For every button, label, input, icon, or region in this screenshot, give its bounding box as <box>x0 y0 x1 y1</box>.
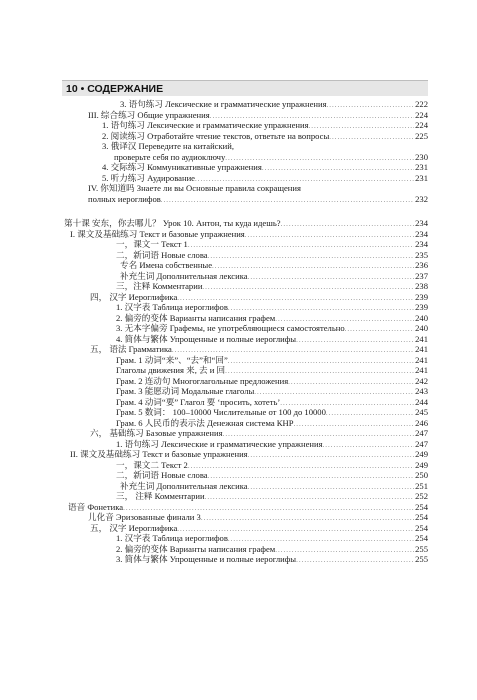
toc-entry <box>64 544 428 555</box>
toc-dot-leader <box>161 195 414 206</box>
toc-page-number: 235 <box>415 249 428 260</box>
toc-page-number: 243 <box>415 386 428 396</box>
toc-entry <box>64 152 428 163</box>
toc-entry-title: 4. 交际练习 Коммуникативные упражнения <box>102 162 262 172</box>
toc-entry <box>64 512 428 523</box>
page-header: 10 • СОДЕРЖАНИЕ <box>62 80 428 96</box>
toc-dot-leader <box>296 555 414 566</box>
table-of-contents <box>64 99 428 565</box>
toc-page-number: 241 <box>415 344 428 354</box>
toc-entry <box>64 407 428 418</box>
toc-entry-title: 一，课文一 Текст 1 <box>116 239 188 249</box>
toc-entry-title: 三， 注释 Комментарии <box>116 491 205 501</box>
toc-entry-title: полных иероглифов <box>88 193 161 204</box>
toc-entry <box>64 428 428 439</box>
toc-page-number: 254 <box>415 533 428 543</box>
toc-page-number: 234 <box>415 239 428 249</box>
toc-page-number: 255 <box>415 543 428 554</box>
toc-page-number: 232 <box>415 193 428 204</box>
toc-entry-title: 1. 语句练习 Лексические и грамматические упражнения <box>116 438 323 449</box>
toc-entry-title: 1. 汉字表 Таблица иероглифов <box>116 302 228 312</box>
toc-entry-title: 三，注释 Комментарии <box>116 281 203 291</box>
toc-entry <box>64 502 428 513</box>
toc-page-number: 236 <box>415 260 428 270</box>
toc-page-number: 241 <box>415 354 428 365</box>
toc-entry <box>64 491 428 502</box>
toc-entry <box>64 554 428 565</box>
toc-entry-title: 4. 简体与繁体 Упрощенные и полные иероглифы <box>116 333 297 344</box>
toc-page-number: 224 <box>415 109 428 120</box>
toc-page-number: 239 <box>415 291 428 302</box>
toc-entry <box>64 481 428 492</box>
toc-entry <box>64 365 428 376</box>
toc-entry-title: Грам. 1 动词“来”、“去”和“回” <box>116 354 228 365</box>
toc-entry-title: III. 综合练习 Общие упражнения <box>88 109 210 120</box>
toc-entry <box>64 173 428 184</box>
toc-entry-title: 补充生词 Дополнительная лексика <box>120 270 248 281</box>
toc-page-number: 231 <box>415 172 428 183</box>
toc-entry <box>64 120 428 131</box>
toc-page-number: 244 <box>415 396 428 407</box>
toc-entry <box>64 344 428 355</box>
toc-page-number: 246 <box>415 417 428 428</box>
toc-page-number: 240 <box>415 312 428 323</box>
toc-entry-title: Глаголы движения 来, 去 и 回 <box>116 365 226 375</box>
toc-entry <box>64 292 428 303</box>
toc-entry-title: II. 课文及基础练习 Текст и базовые упражнения <box>70 449 248 459</box>
toc-page-number: 231 <box>415 162 428 172</box>
toc-entry-title: 儿化音 Эризованные финали 3 <box>88 512 201 522</box>
toc-entry-title: 3. 语句练习 Лексические и грамматические упражнения <box>120 99 327 109</box>
toc-entry-title: 2. 偏旁的变体 Варианты написания графем <box>116 312 276 323</box>
toc-entry-title: 五， 语法 Грамматика <box>90 344 172 354</box>
toc-entry <box>64 141 428 152</box>
toc-entry <box>64 449 428 460</box>
toc-entry <box>64 260 428 271</box>
toc-entry <box>64 271 428 282</box>
toc-page-number: 245 <box>415 407 428 417</box>
toc-entry <box>64 183 428 194</box>
toc-entry-title: 5. 听力练习 Аудирование <box>102 172 195 183</box>
toc-page-number: 225 <box>415 130 428 141</box>
toc-entry <box>64 533 428 544</box>
toc-entry-title: 一，课文二 Текст 2 <box>116 459 188 470</box>
toc-entry-title: I. 课文及基础练习 Текст и базовые упражнения <box>70 228 245 239</box>
toc-entry-title: 二，新词语 Новые слова <box>116 470 208 480</box>
toc-entry-title: 3. 简体与繁体 Упрощенные и полные иероглифы <box>116 554 297 564</box>
toc-entry-title: 第十课 安东，你去哪儿？ Урок 10. Антон, ты куда идешь? <box>64 218 281 228</box>
toc-page-number: 239 <box>415 302 428 312</box>
toc-entry <box>64 397 428 408</box>
toc-entry <box>64 194 428 205</box>
toc-page-number: 230 <box>415 151 428 162</box>
toc-entry <box>64 313 428 324</box>
toc-entry-title: IV. 你知道吗 Знаете ли вы Основные правила сокращения <box>88 183 301 193</box>
toc-entry <box>64 162 428 173</box>
toc-page-number: 254 <box>415 501 428 512</box>
toc-entry <box>64 470 428 481</box>
toc-page-number: 255 <box>415 554 428 564</box>
toc-page-number: 242 <box>415 375 428 386</box>
toc-entry-title: 四， 汉字 Иероглифика <box>90 291 178 302</box>
toc-entry <box>64 281 428 292</box>
toc-page-number: 240 <box>415 323 428 333</box>
toc-entry <box>64 376 428 387</box>
toc-entry-title: 2. 阅读练习 Отработайте чтение текстов, ответьте на вопросы <box>102 130 330 141</box>
toc-entry <box>64 460 428 471</box>
toc-entry-title: 语音 Фонетика <box>68 501 124 512</box>
toc-entry-title: Грам. 3 能愿动词 Модальные глаголы <box>116 386 255 396</box>
toc-page-number: 241 <box>415 333 428 344</box>
toc-page-number: 249 <box>415 449 428 459</box>
toc-entry <box>64 355 428 366</box>
toc-entry <box>64 418 428 429</box>
toc-entry <box>64 250 428 261</box>
toc-page-number: 254 <box>415 522 428 533</box>
toc-entry-title: Грам. 6 人民币的表示法 Денежная система КНР <box>116 417 294 428</box>
toc-entry-title: 六， 基础练习 Базовые упражнения <box>90 428 223 438</box>
toc-page-number: 247 <box>415 438 428 449</box>
toc-entry <box>64 229 428 240</box>
toc-page-number: 224 <box>415 120 428 130</box>
toc-page-number: 249 <box>415 459 428 470</box>
toc-entry <box>64 302 428 313</box>
toc-entry-title: 1. 语句练习 Лексические и грамматические упражнения <box>102 120 309 130</box>
toc-entry-title: 补充生词 Дополнительная лексика <box>120 480 248 491</box>
toc-entry-title: Грам. 5 数词： 100–10000 Числительные от 100 до 10000 <box>116 407 326 417</box>
toc-page-number: 237 <box>415 270 428 281</box>
toc-entry-title: 五， 汉字 Иероглифика <box>90 522 178 533</box>
toc-entry-title: 二，新词语 Новые слова <box>116 249 208 260</box>
toc-entry <box>64 386 428 397</box>
toc-entry-title: 2. 偏旁的变体 Варианты написания графем <box>116 543 276 554</box>
toc-page-number: 238 <box>415 281 428 291</box>
toc-entry-title: 3. 无本字偏旁 Графемы, не употребляющиеся самостоятельно <box>116 323 345 333</box>
toc-entry <box>64 334 428 345</box>
toc-entry-title: 1. 汉字表 Таблица иероглифов <box>116 533 228 543</box>
toc-entry <box>64 218 428 229</box>
toc-page-number: 250 <box>415 470 428 480</box>
toc-entry <box>64 323 428 334</box>
toc-entry-title: Грам. 4 动词“要” Глагол 要 ‘просить, хотеть’ <box>116 396 281 407</box>
toc-entry-title: 专名 Имена собственные <box>120 260 213 270</box>
toc-page-number: 234 <box>415 218 428 228</box>
toc-page-number: 234 <box>415 228 428 239</box>
toc-page-number: 252 <box>415 491 428 501</box>
toc-entry <box>64 110 428 121</box>
toc-page-number: 254 <box>415 512 428 522</box>
toc-page-number: 222 <box>415 99 428 109</box>
toc-entry <box>64 131 428 142</box>
toc-entry <box>64 523 428 534</box>
toc-entry-title: проверьте себя по аудиоключу <box>114 151 226 162</box>
toc-page-number: 241 <box>415 365 428 375</box>
toc-page-number: 251 <box>415 480 428 491</box>
toc-entry-title: Грам. 2 连动句 Многоглагольные предложения <box>116 375 289 386</box>
toc-entry <box>64 239 428 250</box>
toc-page-number: 247 <box>415 428 428 438</box>
toc-entry <box>64 99 428 110</box>
toc-entry <box>64 439 428 450</box>
toc-entry-title: 3. 俄译汉 Переведите на китайский, <box>102 141 234 151</box>
